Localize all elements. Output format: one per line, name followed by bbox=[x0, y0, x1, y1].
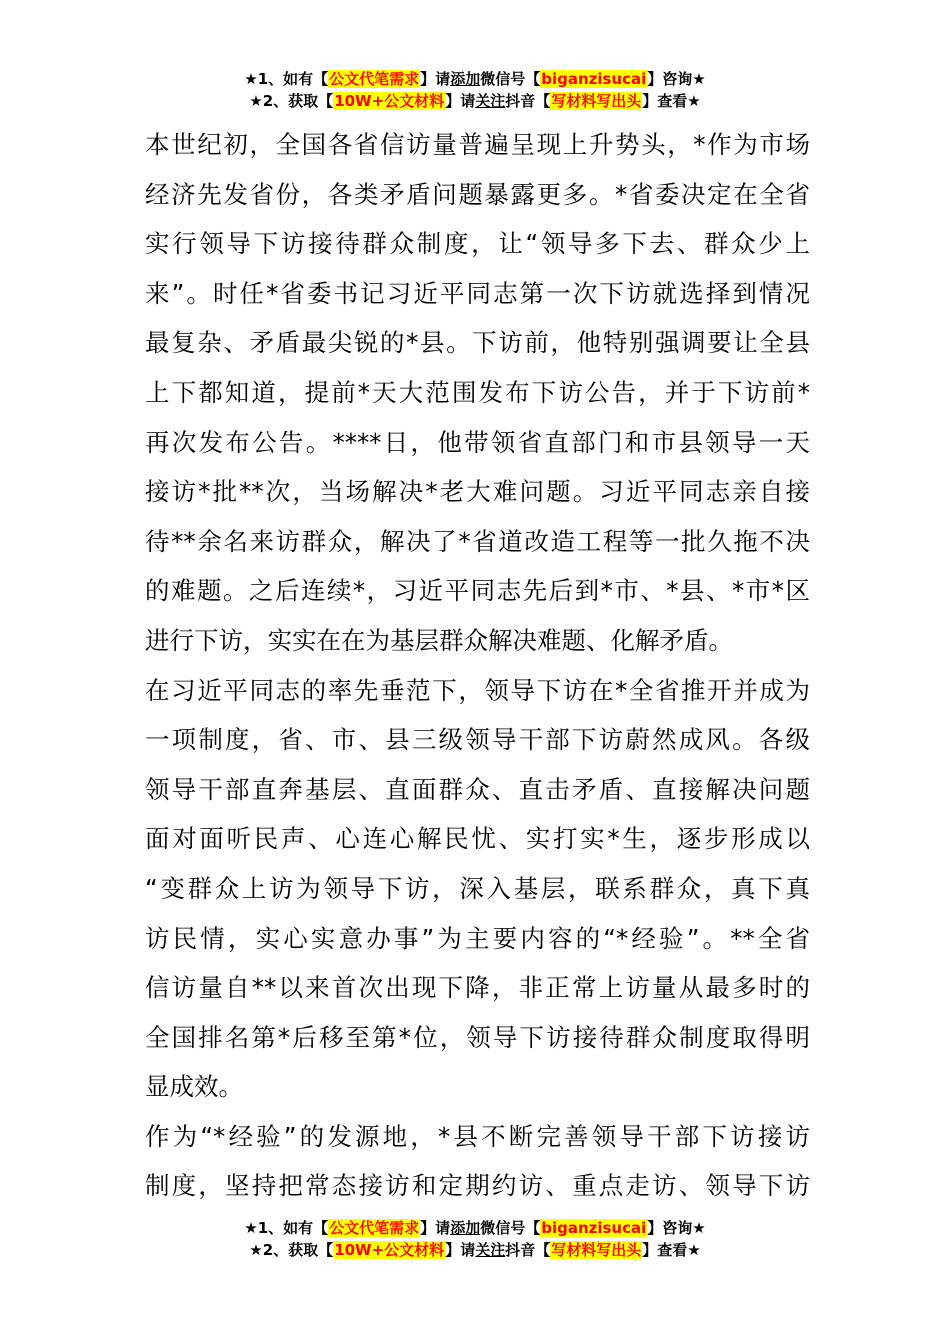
text-line: 经济先发省份，各类矛盾问题暴露更多。*省委决定在全省 bbox=[145, 179, 810, 209]
banner-text: ★2、获取【 bbox=[249, 92, 334, 110]
text-line: 的难题。之后连续*，习近平同志先后到*市、*县、*市*区 bbox=[145, 576, 810, 606]
banner-text: 】请 bbox=[420, 1219, 451, 1237]
highlight-douyin-account: 写材料写出头 bbox=[551, 1241, 642, 1259]
text-line: 实行领导下访接待群众制度，让“领导多下去、群众少上 bbox=[145, 229, 810, 259]
banner-text: 】咨询★ bbox=[647, 70, 706, 88]
highlight-wechat-id: biganzisucai bbox=[541, 1219, 647, 1237]
highlight-materials: 10W+公文材料 bbox=[334, 92, 445, 110]
text-line: 进行下访，实实在在为基层群众解决难题、化解矛盾。 bbox=[145, 625, 733, 655]
bottom-banner bbox=[0, 1217, 950, 1261]
banner-text: ★1、如有【 bbox=[244, 1219, 329, 1237]
highlight-wechat-id: biganzisucai bbox=[541, 70, 647, 88]
banner-text: 】请 bbox=[445, 92, 476, 110]
highlight-service: 公文代笔需求 bbox=[329, 1219, 420, 1237]
text-line: 访民情，实心实意办事”为主要内容的“*经验”。**全省 bbox=[145, 923, 810, 953]
banner-underline-text: 添加 bbox=[450, 1219, 481, 1237]
banner-text: 抖音【 bbox=[505, 1241, 551, 1259]
banner-underline-text: 关注 bbox=[475, 92, 506, 110]
text-line: 上下都知道，提前*天大范围发布下访公告，并于下访前* bbox=[145, 377, 810, 407]
banner-text: 微信号【 bbox=[480, 1219, 541, 1237]
text-line: 制度，坚持把常态接访和定期约访、重点走访、领导下访 bbox=[145, 1171, 810, 1201]
text-line: 显成效。 bbox=[145, 1072, 243, 1102]
text-line: 领导干部直奔基层、直面群众、直击矛盾、直接解决问题 bbox=[145, 774, 810, 804]
banner-text: 】咨询★ bbox=[647, 1219, 706, 1237]
banner-text: 微信号【 bbox=[480, 70, 541, 88]
banner-text: ★2、获取【 bbox=[249, 1241, 334, 1259]
banner-text: 】请 bbox=[420, 70, 451, 88]
text-line: 本世纪初，全国各省信访量普遍呈现上升势头，*作为市场 bbox=[145, 130, 810, 159]
banner-underline-text: 关注 bbox=[475, 1241, 506, 1259]
banner-underline-text: 添加 bbox=[450, 70, 481, 88]
banner-text: ★1、如有【 bbox=[244, 70, 329, 88]
top-banner bbox=[0, 68, 950, 112]
text-line: 全国排名第*后移至第*位，领导下访接待群众制度取得明 bbox=[145, 1022, 810, 1052]
paragraph-2 bbox=[145, 666, 810, 1112]
text-line: 作为“*经验”的发源地，*县不断完善领导干部下访接访 bbox=[145, 1121, 810, 1151]
paragraph-3 bbox=[145, 1112, 810, 1211]
text-line: 面对面听民声、心连心解民忧、实打实*生，逐步形成以 bbox=[145, 824, 810, 854]
highlight-materials: 10W+公文材料 bbox=[334, 1241, 445, 1259]
banner-text: 】查看★ bbox=[642, 1241, 701, 1259]
banner-text: 抖音【 bbox=[505, 92, 551, 110]
text-line: 最复杂、矛盾最尖锐的*县。下访前，他特别强调要让全县 bbox=[145, 328, 810, 358]
document-body bbox=[145, 120, 810, 1211]
banner-line-1 bbox=[0, 1217, 950, 1239]
text-line: 在习近平同志的率先垂范下，领导下访在*全省推开并成为 bbox=[145, 675, 810, 705]
text-line: “变群众上访为领导下访，深入基层，联系群众，真下真 bbox=[145, 873, 810, 903]
highlight-service: 公文代笔需求 bbox=[329, 70, 420, 88]
banner-text: 】查看★ bbox=[642, 92, 701, 110]
text-line: 再次发布公告。****日，他带领省直部门和市县领导一天 bbox=[145, 427, 810, 457]
banner-line-2 bbox=[0, 1239, 950, 1261]
text-line: 来”。时任*省委书记习近平同志第一次下访就选择到情况 bbox=[145, 278, 810, 308]
highlight-douyin-account: 写材料写出头 bbox=[551, 92, 642, 110]
text-line: 待**余名来访群众，解决了*省道改造工程等一批久拖不决 bbox=[145, 526, 810, 556]
banner-line-1 bbox=[0, 68, 950, 90]
banner-line-2 bbox=[0, 90, 950, 112]
banner-text: 】请 bbox=[445, 1241, 476, 1259]
paragraph-1 bbox=[145, 120, 810, 666]
text-line: 一项制度，省、市、县三级领导干部下访蔚然成风。各级 bbox=[145, 725, 810, 755]
text-line: 接访*批**次，当场解决*老大难问题。习近平同志亲自接 bbox=[145, 477, 810, 507]
text-line: 信访量自**以来首次出现下降，非正常上访量从最多时的 bbox=[145, 973, 810, 1003]
